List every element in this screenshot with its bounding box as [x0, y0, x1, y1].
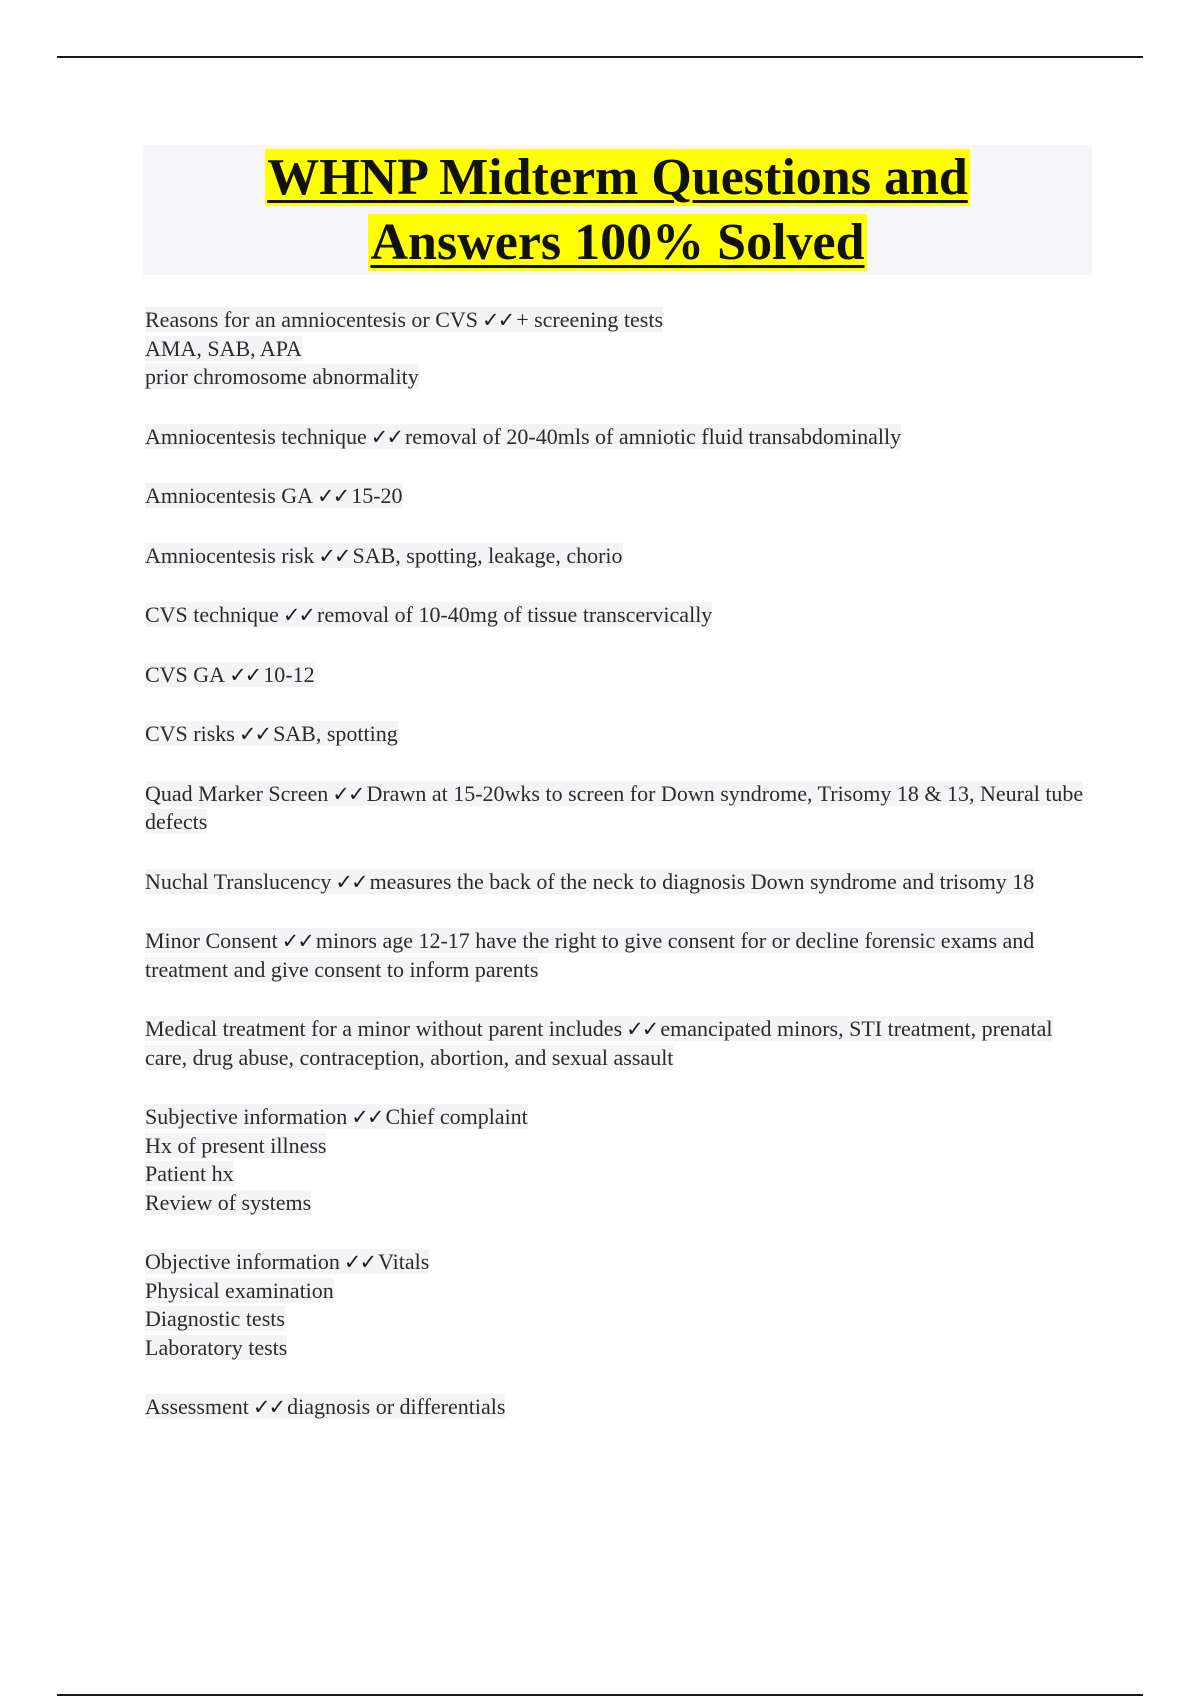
qa-first-line	[145, 543, 623, 568]
qa-first-line	[145, 1249, 429, 1274]
answer-text: emancipated minors, STI treatment, prenatal care, drug abuse, contraception, abortion, and sexual assault	[145, 1016, 1053, 1070]
answer-continuation-line	[145, 1160, 1095, 1189]
double-check-icon: ✓✓	[343, 1250, 376, 1274]
qa-item	[145, 601, 1095, 630]
answer-text: Vitals	[378, 1249, 430, 1274]
title-block	[143, 145, 1092, 275]
answer-continuation-text: Hx of present illness	[145, 1132, 327, 1158]
qa-first-line	[145, 781, 1083, 835]
answer-continuation-text: Diagnostic tests	[145, 1306, 285, 1331]
question-text: Nuchal Translucency	[145, 868, 332, 894]
answer-continuation-line	[145, 335, 1095, 364]
document-title-line-1: WHNP Midterm Questions and	[267, 149, 968, 206]
double-check-icon: ✓✓	[332, 781, 364, 806]
qa-first-line	[145, 1104, 528, 1129]
question-text: CVS risks	[145, 721, 235, 746]
double-check-icon: ✓✓	[318, 543, 350, 568]
question-text: Objective information	[145, 1249, 340, 1274]
header-rule	[57, 56, 1143, 58]
answer-continuation-line	[145, 1132, 1095, 1161]
qa-first-line	[145, 1016, 1053, 1070]
question-text: Amniocentesis GA	[145, 483, 314, 508]
answer-continuation-text: AMA, SAB, APA	[145, 335, 302, 361]
question-text: Quad Marker Screen	[145, 780, 329, 806]
qa-first-line	[145, 721, 398, 746]
qa-item	[145, 542, 1095, 571]
qa-item	[145, 780, 1095, 837]
question-text: Reasons for an amniocentesis or CVS	[145, 307, 478, 332]
answer-text: 10-12	[263, 661, 315, 687]
qa-item	[145, 868, 1095, 897]
double-check-icon: ✓✓	[229, 662, 261, 687]
answer-text: SAB, spotting, leakage, chorio	[352, 542, 623, 568]
question-text: Medical treatment for a minor without parent includes	[145, 1016, 623, 1041]
double-check-icon: ✓✓	[252, 1395, 285, 1419]
answer-continuation-line	[145, 1277, 1095, 1306]
question-text: Minor Consent	[145, 928, 278, 953]
qa-first-line	[145, 483, 403, 508]
qa-item	[145, 1248, 1095, 1362]
answer-continuation-text: Laboratory tests	[145, 1334, 288, 1360]
answer-text: minors age 12-17 have the right to give consent for or decline forensic exams and treatment and give consent to inform parents	[145, 928, 1035, 982]
answer-text: 15-20	[351, 483, 403, 508]
document-title-line-2: Answers 100% Solved	[370, 214, 865, 271]
qa-item	[145, 1015, 1095, 1072]
qa-item	[145, 423, 1095, 452]
qa-item	[145, 720, 1095, 749]
question-text: Subjective information	[145, 1104, 348, 1129]
question-text: CVS GA	[145, 661, 226, 687]
question-text: Amniocentesis risk	[145, 542, 315, 568]
qa-first-line	[145, 1394, 505, 1419]
answer-continuation-text: Patient hx	[145, 1161, 234, 1186]
answer-text: Chief complaint	[385, 1104, 528, 1129]
qa-item	[145, 306, 1095, 392]
footer-rule	[57, 1694, 1143, 1696]
qa-item	[145, 1103, 1095, 1217]
qa-item	[145, 482, 1095, 511]
double-check-icon: ✓✓	[317, 484, 349, 508]
answer-text: Drawn at 15-20wks to screen for Down syndrome, Trisomy 18 & 13, Neural tube defects	[145, 780, 1084, 834]
double-check-icon: ✓✓	[370, 424, 402, 449]
double-check-icon: ✓✓	[482, 308, 514, 332]
answer-continuation-line	[145, 1334, 1095, 1363]
qa-first-line	[145, 424, 901, 449]
answer-text: + screening tests	[516, 307, 664, 332]
double-check-icon: ✓✓	[335, 869, 367, 894]
qa-first-line	[145, 928, 1034, 982]
double-check-icon: ✓✓	[238, 722, 271, 746]
question-text: CVS technique	[145, 602, 279, 627]
double-check-icon: ✓✓	[626, 1017, 658, 1041]
qa-first-line	[145, 662, 315, 687]
answer-text: removal of 20-40mls of amniotic fluid transabdominally	[404, 423, 902, 449]
qa-first-line	[145, 602, 712, 627]
answer-continuation-line	[145, 363, 1095, 392]
qa-item	[145, 1393, 1095, 1422]
answer-text: SAB, spotting	[273, 721, 398, 746]
answer-continuation-line	[145, 1189, 1095, 1218]
answer-continuation-text: Physical examination	[145, 1277, 334, 1303]
answer-text: diagnosis or differentials	[287, 1394, 506, 1419]
answer-text: removal of 10-40mg of tissue transcervically	[317, 602, 713, 627]
qa-list	[145, 306, 1095, 1453]
double-check-icon: ✓✓	[282, 603, 315, 627]
answer-continuation-text: Review of systems	[145, 1189, 312, 1215]
qa-first-line	[145, 307, 663, 332]
question-text: Assessment	[145, 1394, 249, 1419]
qa-item	[145, 927, 1095, 984]
answer-continuation-text: prior chromosome abnormality	[145, 364, 419, 389]
double-check-icon: ✓✓	[351, 1105, 383, 1129]
qa-item	[145, 661, 1095, 690]
double-check-icon: ✓✓	[281, 929, 313, 953]
question-text: Amniocentesis technique	[145, 423, 367, 449]
answer-continuation-line	[145, 1305, 1095, 1334]
answer-text: measures the back of the neck to diagnosis Down syndrome and trisomy 18	[369, 868, 1035, 894]
qa-first-line	[145, 869, 1034, 894]
